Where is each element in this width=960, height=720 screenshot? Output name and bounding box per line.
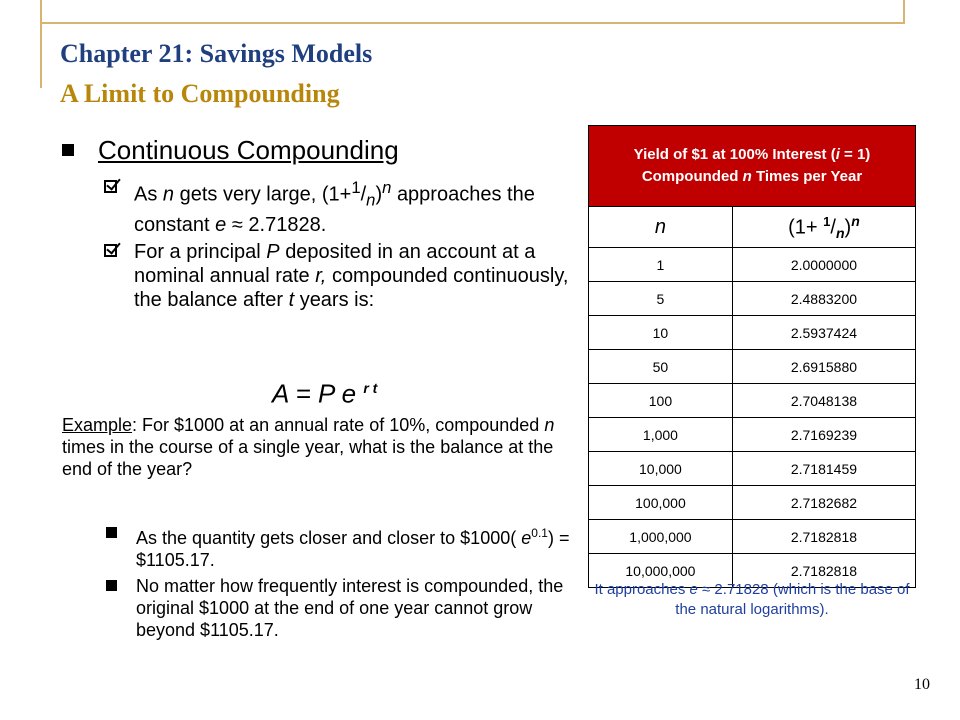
bullet-item: For a principal P deposited in an account at a nominal annual rate r, compounded continuously, the balance after t years is: — [104, 240, 594, 312]
table-row: 50 2.6915880 — [589, 350, 916, 384]
example-label: Example — [62, 415, 133, 435]
checkbox-bullet-icon — [104, 180, 117, 193]
table-note: It approaches e ≈ 2.71828 (which is the base of the natural logarithms). — [594, 581, 910, 618]
slide-subtitle: A Limit to Compounding — [60, 79, 340, 108]
square-bullet-icon — [62, 144, 74, 156]
yield-table — [588, 125, 916, 588]
bullet-item: As n gets very large, $(1+^1/_n)^n$ approaches the constant e ≈ 2.71828. — [104, 176, 594, 237]
slide-title: Chapter 21: Savings Models — [60, 39, 373, 68]
table-row: 10,000 2.7181459 — [589, 452, 916, 486]
accent-line-right — [903, 0, 905, 24]
table-row: 1 2.0000000 — [589, 248, 916, 282]
filled-bullet-list — [104, 522, 584, 645]
column-header-yield: $(1+ ^1/_n)^n$ — [732, 207, 915, 248]
table-row: 5 2.4883200 — [589, 282, 916, 316]
table-row: 100 2.7048138 — [589, 384, 916, 418]
accent-line-horizontal — [40, 22, 905, 24]
yield-table-container — [588, 125, 916, 588]
accent-line-vertical — [40, 0, 42, 88]
table-row: 1,000,000 2.7182818 — [589, 520, 916, 554]
page-number: 10 — [914, 676, 930, 693]
table-row: 100,000 2.7182682 — [589, 486, 916, 520]
bullet-item: As the quantity gets closer and closer to $1000( $e^{0.1}$) = $1105.17. — [104, 522, 584, 571]
heading-text: Continuous Compounding — [98, 135, 399, 165]
table-row: 10 2.5937424 — [589, 316, 916, 350]
checkbox-bullet-icon — [104, 244, 117, 257]
example-text: Example: For $1000 at an annual rate of 10%, compounded n times in the course of a single year, what is the balance at the end of the year? — [62, 415, 555, 479]
square-bullet-icon — [106, 580, 117, 591]
table-row: 1,000 2.7169239 — [589, 418, 916, 452]
table-title: Yield of $1 at 100% Interest (i = 1) Compounded n Times per Year — [589, 126, 916, 207]
formula: A = P e $^{r t}$ — [272, 378, 378, 409]
square-bullet-icon — [106, 527, 117, 538]
column-header-n: n — [589, 207, 733, 248]
bullet-item: No matter how frequently interest is compounded, the original $1000 at the end of one year cannot grow beyond $1105.17. — [104, 575, 584, 641]
heading-bullet — [62, 134, 399, 166]
checkbox-bullet-list — [104, 176, 594, 315]
table-row: 10,000,000 2.7182818 — [589, 554, 916, 588]
